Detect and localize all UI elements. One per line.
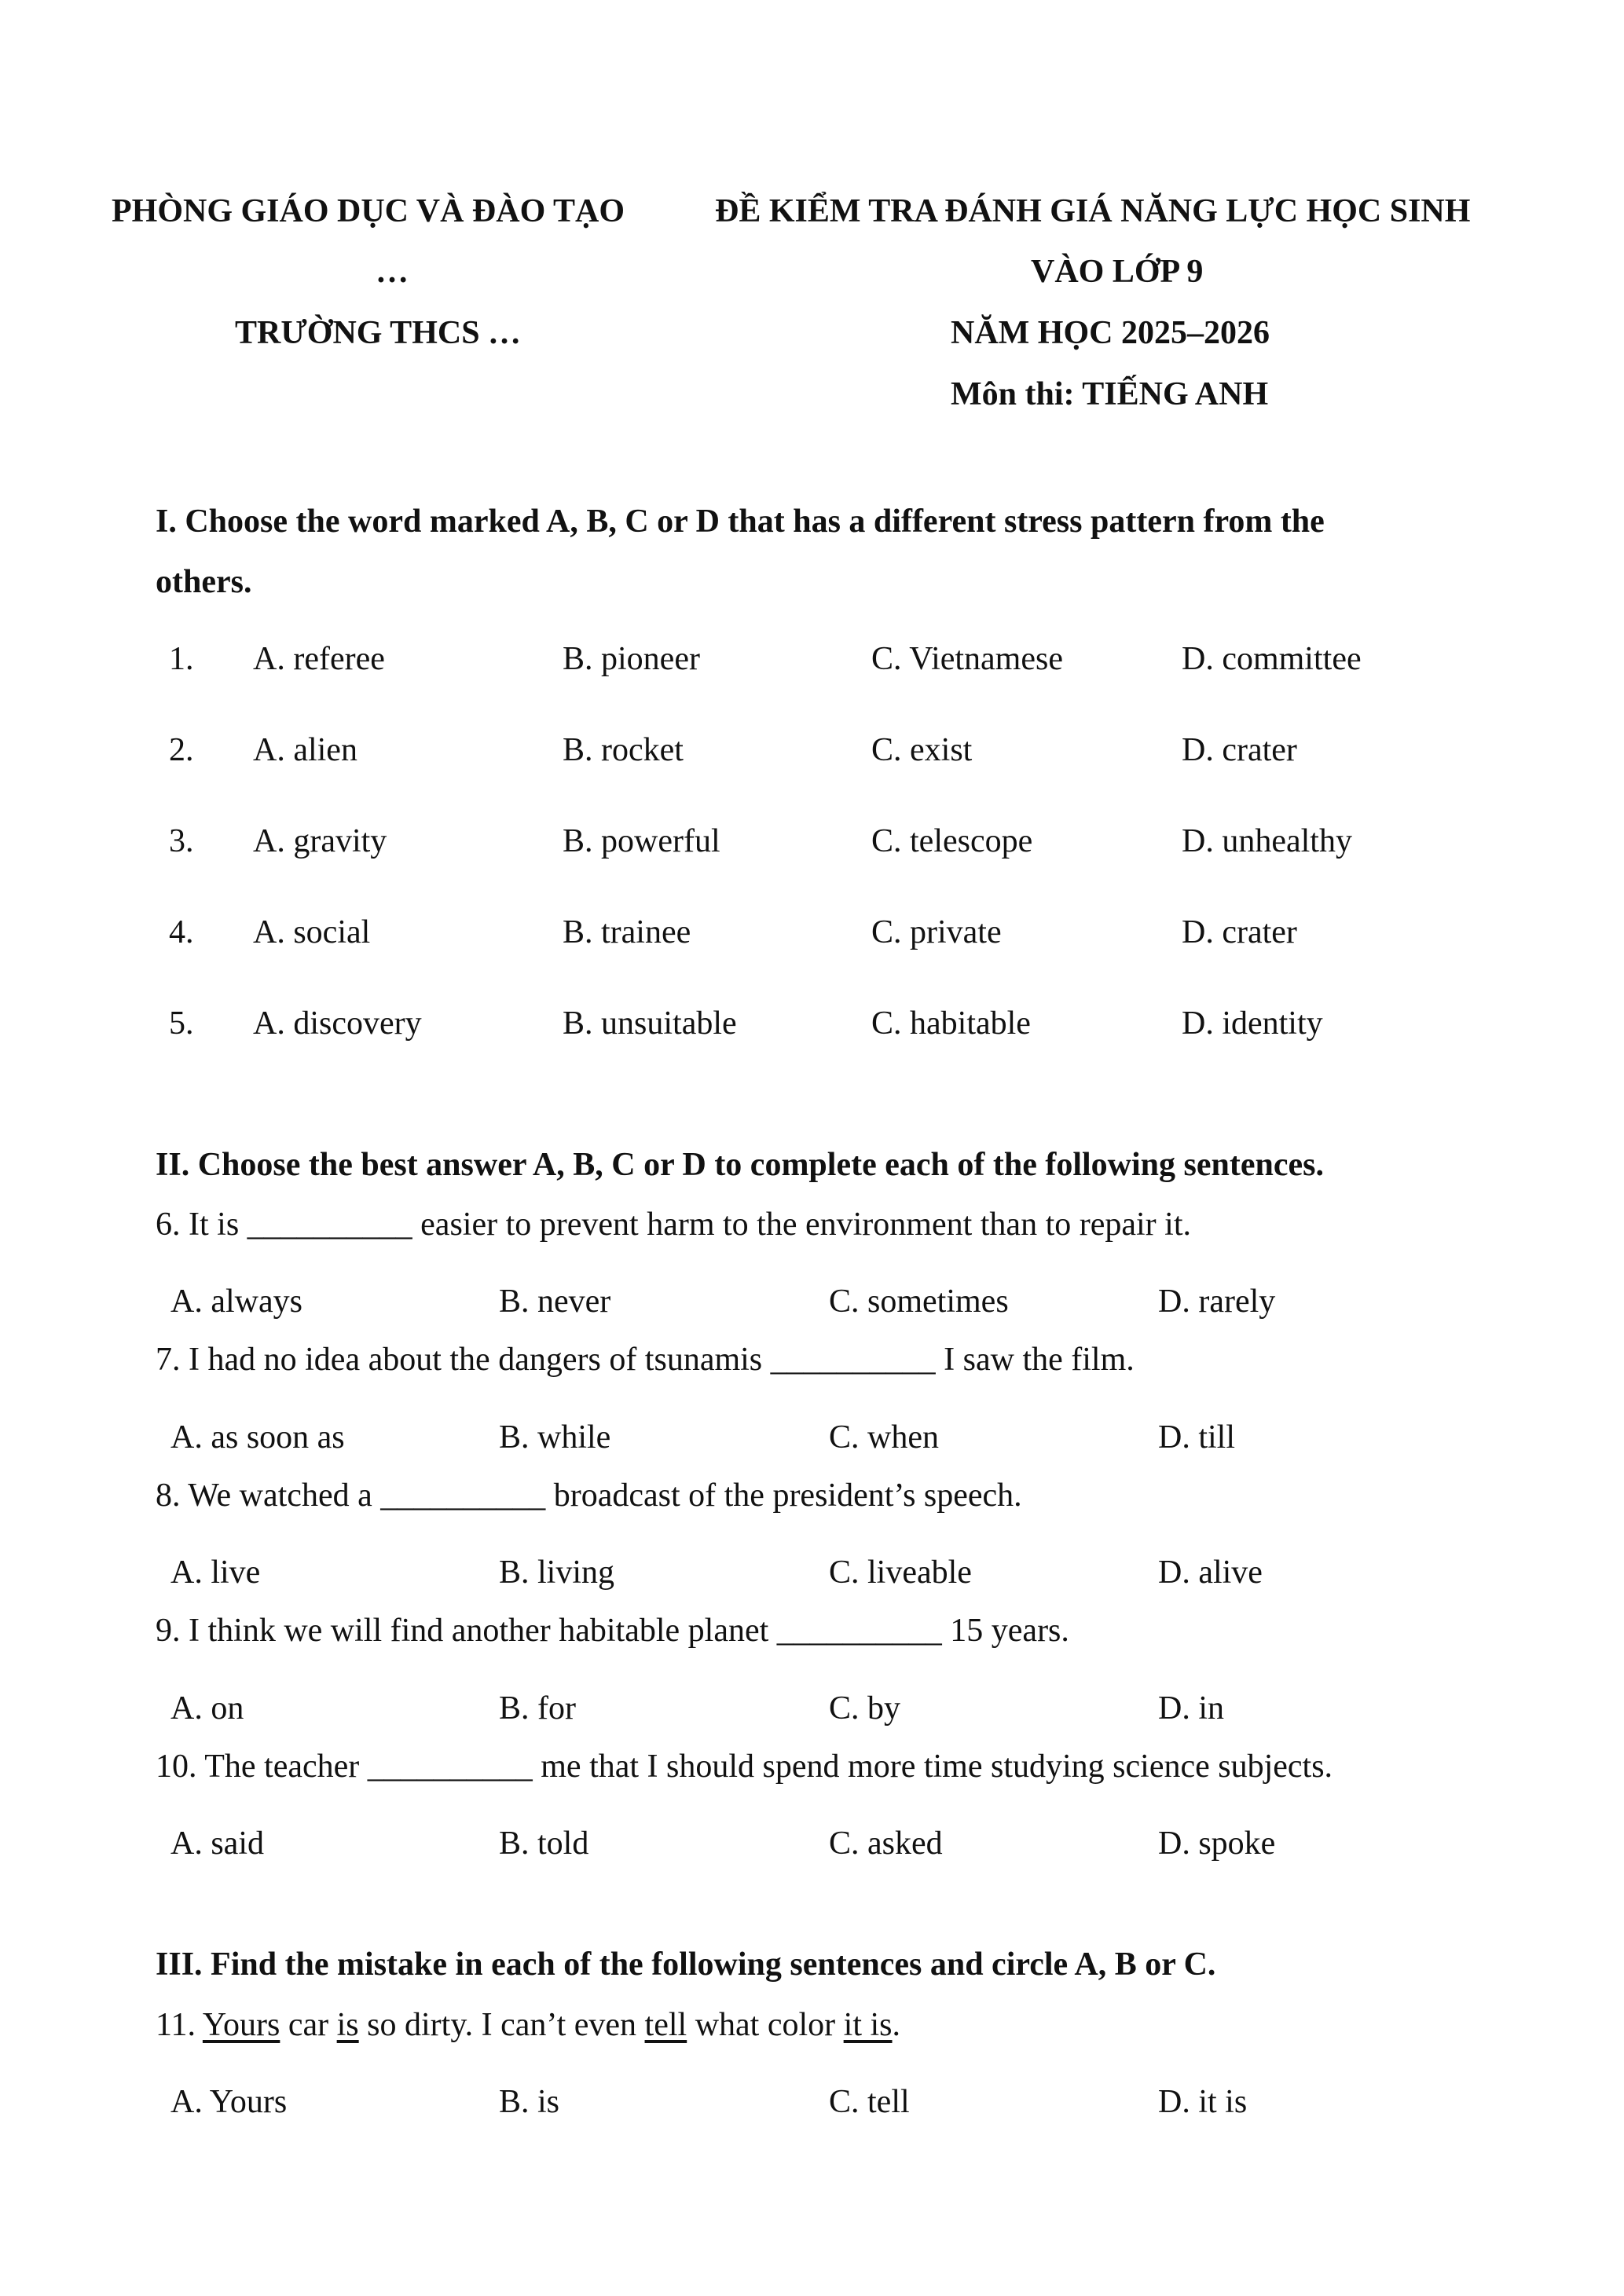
option-d: D. it is [1158,2084,1248,2120]
underlined-word-a: Yours [202,2007,280,2043]
question-text: 6. It is __________ easier to prevent harm to the environment than to repair it. [156,1207,1191,1243]
option-b: B. living [499,1554,615,1591]
option-c: C. Vietnamese [871,641,1063,677]
option-a: A. Yours [170,2084,288,2120]
question-number: 11. [156,2007,203,2043]
question-text: 10. The teacher __________ me that I should spend more time studying science subjects. [156,1749,1333,1785]
option-d: D. crater [1182,732,1297,768]
underlined-word-d: it is [843,2007,893,2043]
item-number: 3. [169,823,194,859]
underlined-word-b: is [336,2007,359,2043]
option-d: D. spoke [1158,1825,1276,1862]
item-number: 4. [169,914,194,950]
section1-title-line2: others. [156,564,252,600]
option-d: D. committee [1182,641,1362,677]
option-c: C. telescope [871,823,1033,859]
option-c: C. private [871,914,1002,950]
text-segment: what color [687,2007,844,2043]
question-text: 7. I had no idea about the dangers of tsunamis __________ I saw the film. [156,1342,1135,1378]
option-c: C. when [829,1419,939,1456]
option-b: B. rocket [563,732,684,768]
option-d: D. crater [1182,914,1297,950]
option-a: A. live [170,1554,261,1591]
header-department: PHÒNG GIÁO DỤC VÀ ĐÀO TẠO [112,193,625,229]
option-b: B. while [499,1419,611,1456]
section1-title-line1: I. Choose the word marked A, B, C or D that has a different stress pattern from the [156,504,1325,540]
option-a: A. social [253,914,371,950]
text-segment: car [280,2007,337,2043]
question-text [156,2006,900,2044]
option-a: A. alien [253,732,357,768]
option-a: A. always [170,1283,302,1320]
option-d: D. till [1158,1419,1236,1456]
option-b: B. unsuitable [563,1005,737,1042]
option-c: C. liveable [829,1554,972,1591]
item-number: 1. [169,641,194,677]
header-school-year: NĂM HỌC 2025–2026 [951,315,1270,351]
item-number: 5. [169,1005,194,1042]
header-ellipsis: … [376,254,409,290]
option-c: C. exist [871,732,973,768]
option-a: A. gravity [253,823,387,859]
option-b: B. trainee [563,914,691,950]
header-grade: VÀO LỚP 9 [1031,254,1204,290]
option-b: B. told [499,1825,589,1862]
header-subject: Môn thi: TIẾNG ANH [951,376,1269,412]
option-b: B. powerful [563,823,720,859]
text-segment: so dirty. I can’t even [358,2007,645,2043]
header-exam-title: ĐỀ KIỂM TRA ĐÁNH GIÁ NĂNG LỰC HỌC SINH [715,193,1471,229]
underlined-word-c: tell [644,2007,687,2043]
option-c: C. by [829,1690,901,1727]
header-school: TRƯỜNG THCS … [235,315,522,351]
question-text: 9. I think we will find another habitable planet __________ 15 years. [156,1613,1069,1649]
question-text: 8. We watched a __________ broadcast of the president’s speech. [156,1478,1022,1514]
option-c: C. habitable [871,1005,1031,1042]
option-c: C. asked [829,1825,943,1862]
option-c: C. tell [829,2084,910,2120]
section3-title: III. Find the mistake in each of the following sentences and circle A, B or C. [156,1946,1216,1983]
option-b: B. is [499,2084,560,2120]
option-b: B. pioneer [563,641,700,677]
option-d: D. in [1158,1690,1224,1727]
option-b: B. for [499,1690,576,1727]
option-d: D. alive [1158,1554,1263,1591]
option-d: D. identity [1182,1005,1323,1042]
option-a: A. on [170,1690,244,1727]
option-a: A. referee [253,641,385,677]
option-d: D. unhealthy [1182,823,1352,859]
option-a: A. discovery [253,1005,422,1042]
text-segment: . [892,2007,901,2043]
option-a: A. as soon as [170,1419,345,1456]
item-number: 2. [169,732,194,768]
option-b: B. never [499,1283,611,1320]
section2-title: II. Choose the best answer A, B, C or D to complete each of the following sentences. [156,1147,1324,1183]
option-a: A. said [170,1825,264,1862]
option-d: D. rarely [1158,1283,1276,1320]
option-c: C. sometimes [829,1283,1009,1320]
